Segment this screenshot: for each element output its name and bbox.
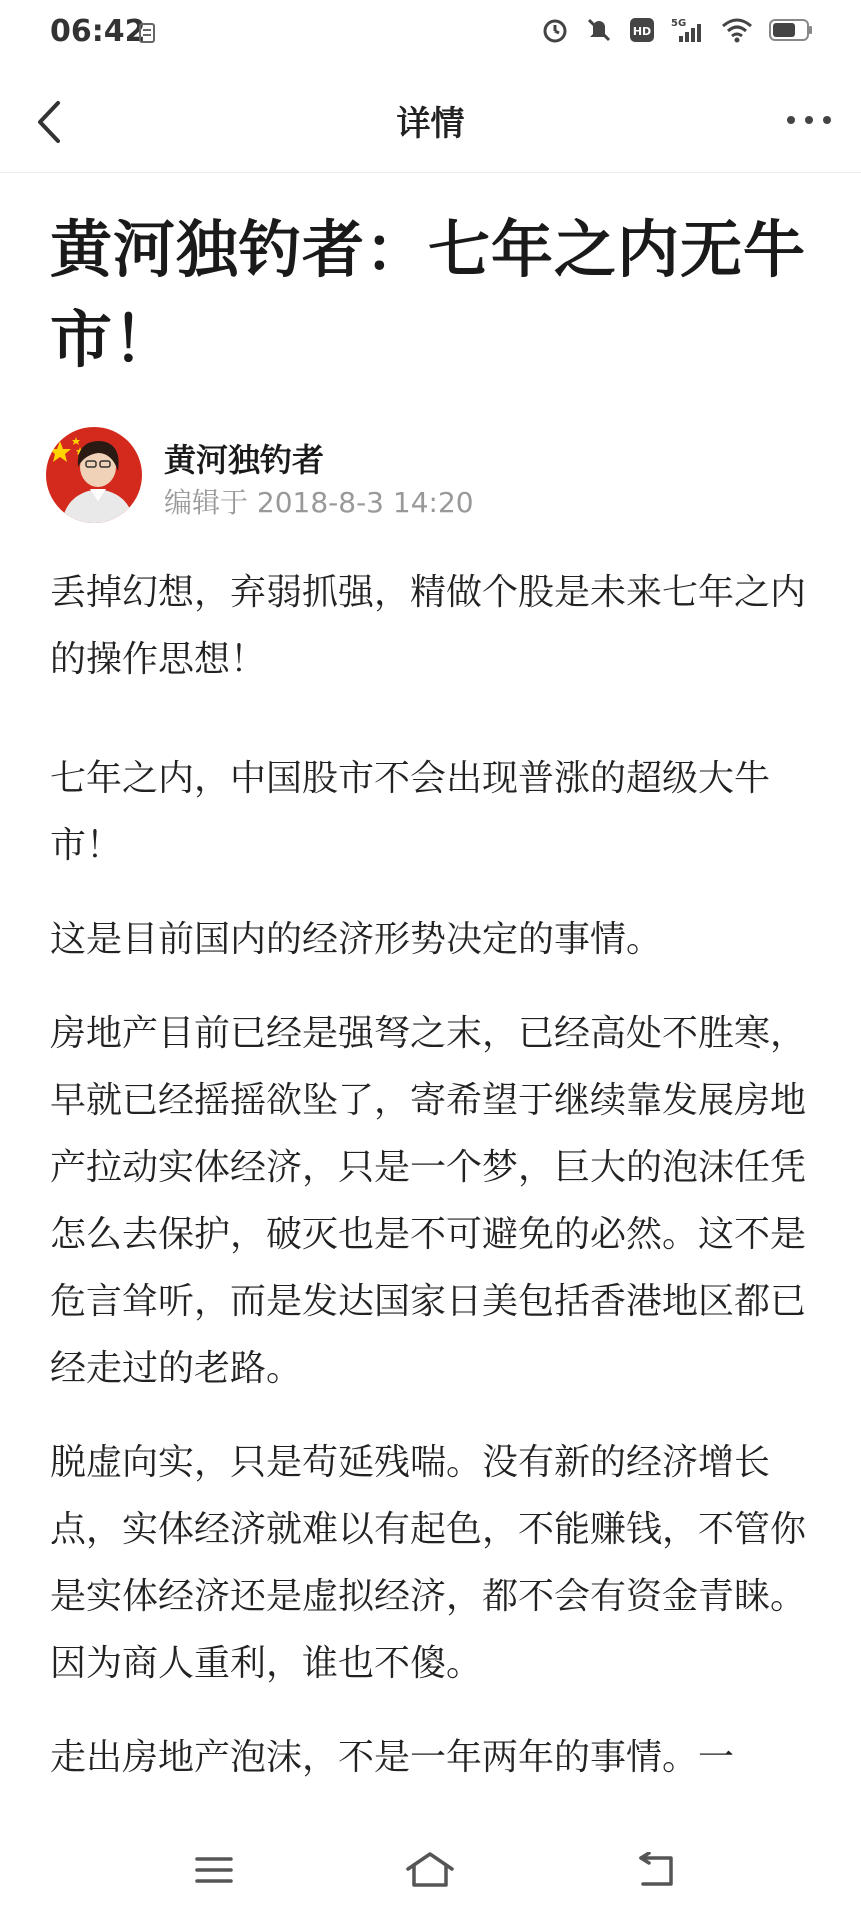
screenshot-icon (138, 22, 156, 44)
recent-apps-button[interactable] (184, 1848, 244, 1892)
article-title: 黄河独钓者：七年之内无牛市！ (50, 213, 807, 376)
menu-icon (195, 1855, 233, 1885)
back-icon (635, 1852, 677, 1888)
hd-icon (629, 17, 655, 43)
article-paragraph: 走出房地产泡沫，不是一年两年的事情。一 (50, 1737, 735, 1778)
article (50, 205, 815, 1791)
article-paragraph: 房地产目前已经是强弩之末，已经高处不胜寒，早就已经摇摇欲坠了，寄希望于继续靠发展房地产拉动实体经济，只是一个梦，巨大的泡沫任凭怎么去保护，破灭也是不可避免的必然。这不是危言耸听，而是发达国家日美包括香港地区都已经走过的老路。 (50, 1013, 807, 1389)
status-time: 06:42 (50, 14, 146, 49)
system-nav-bar (0, 1820, 861, 1920)
battery-icon (769, 18, 813, 42)
page-title: 详情 (396, 104, 465, 144)
status-icons (541, 16, 813, 44)
top-nav-bar (0, 70, 861, 173)
article-content (50, 559, 815, 1791)
home-button[interactable] (400, 1848, 460, 1892)
alarm-icon (541, 16, 569, 44)
svg-text:HD: HD (632, 25, 652, 38)
author-name[interactable]: 黄河独钓者 (164, 441, 325, 479)
status-bar (0, 0, 861, 70)
avatar[interactable] (46, 427, 142, 523)
article-paragraph: 丢掉幻想，弃弱抓强，精做个股是未来七年之内的操作思想！ (50, 572, 807, 680)
article-paragraph: 七年之内，中国股市不会出现普涨的超级大牛市！ (50, 758, 771, 866)
more-icon (786, 115, 832, 125)
wifi-icon (721, 17, 753, 43)
more-options-button[interactable] (779, 98, 839, 142)
author-info[interactable] (50, 427, 815, 531)
edit-timestamp: 编辑于 2018-8-3 14:20 (164, 486, 474, 519)
back-nav-button[interactable] (626, 1848, 686, 1892)
article-paragraph: 这是目前国内的经济形势决定的事情。 (50, 919, 663, 960)
5g-signal-icon (671, 16, 705, 44)
svg-text:5G: 5G (671, 18, 687, 29)
mute-icon (585, 16, 613, 44)
home-icon (405, 1851, 455, 1889)
article-paragraph: 脱虚向实，只是苟延残喘。没有新的经济增长点，实体经济就难以有起色，不能赚钱，不管你是实体经济还是虚拟经济，都不会有资金青睐。因为商人重利，谁也不傻。 (50, 1442, 807, 1684)
